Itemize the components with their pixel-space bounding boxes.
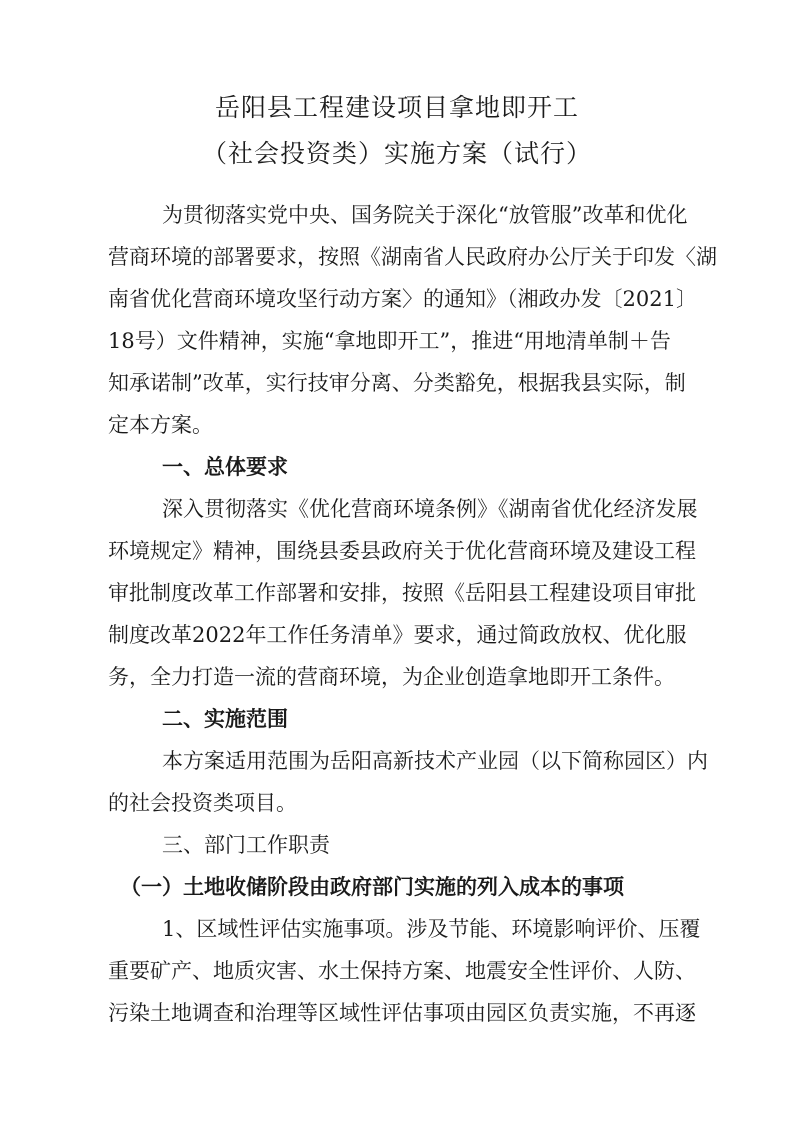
section1-line: 审批制度改革工作部署和安排，按照《岳阳县工程建设项目审批 [108, 581, 696, 605]
document-title-line-1: 岳阳县工程建设项目拿地即开工 [214, 93, 579, 122]
section1-line: 深入贯彻落实《优化营商环境条例》《湖南省优化经济发展 [162, 497, 698, 521]
document-title-line-2: （社会投资类）实施方案（试行） [201, 139, 592, 168]
intro-line: 营商环境的部署要求，按照《湖南省人民政府办公厅关于印发〈湖 [108, 245, 717, 269]
section1-line: 环境规定》精神，围绕县委县政府关于优化营商环境及建设工程 [108, 539, 696, 563]
section-heading-scope: 二、实施范围 [162, 706, 288, 731]
subsection-heading-land-reserve: （一）土地收储阶段由政府部门实施的列入成本的事项 [120, 874, 624, 899]
intro-line: 定本方案。 [108, 413, 213, 437]
intro-line: 知承诺制”改革，实行技审分离、分类豁免，根据我县实际，制 [108, 371, 686, 395]
intro-line: 18号）文件精神，实施“拿地即开工”，推进“用地清单制＋告 [108, 329, 671, 353]
section3-line: 污染土地调查和治理等区域性评估事项由园区负责实施，不再逐 [108, 1001, 696, 1025]
section1-line: 制度改革2022年工作任务清单》要求，通过简政放权、优化服 [108, 623, 687, 647]
section-heading-department-duties: 三、部门工作职责 [162, 833, 330, 857]
section3-line: 重要矿产、地质灾害、水土保持方案、地震安全性评价、人防、 [108, 959, 696, 983]
intro-line: 南省优化营商环境攻坚行动方案〉的通知》（湘政办发〔2021〕 [108, 287, 697, 311]
section1-line: 务，全力打造一流的营商环境，为企业创造拿地即开工条件。 [108, 665, 675, 689]
section-heading-general-requirements: 一、总体要求 [162, 454, 288, 479]
intro-line: 为贯彻落实党中央、国务院关于深化“放管服”改革和优化 [162, 203, 688, 227]
section3-line: 1、区域性评估实施事项。涉及节能、环境影响评价、压覆 [162, 917, 701, 941]
section2-line: 的社会投资类项目。 [108, 791, 297, 815]
section2-line: 本方案适用范围为岳阳高新技术产业园（以下简称园区）内 [162, 749, 708, 773]
